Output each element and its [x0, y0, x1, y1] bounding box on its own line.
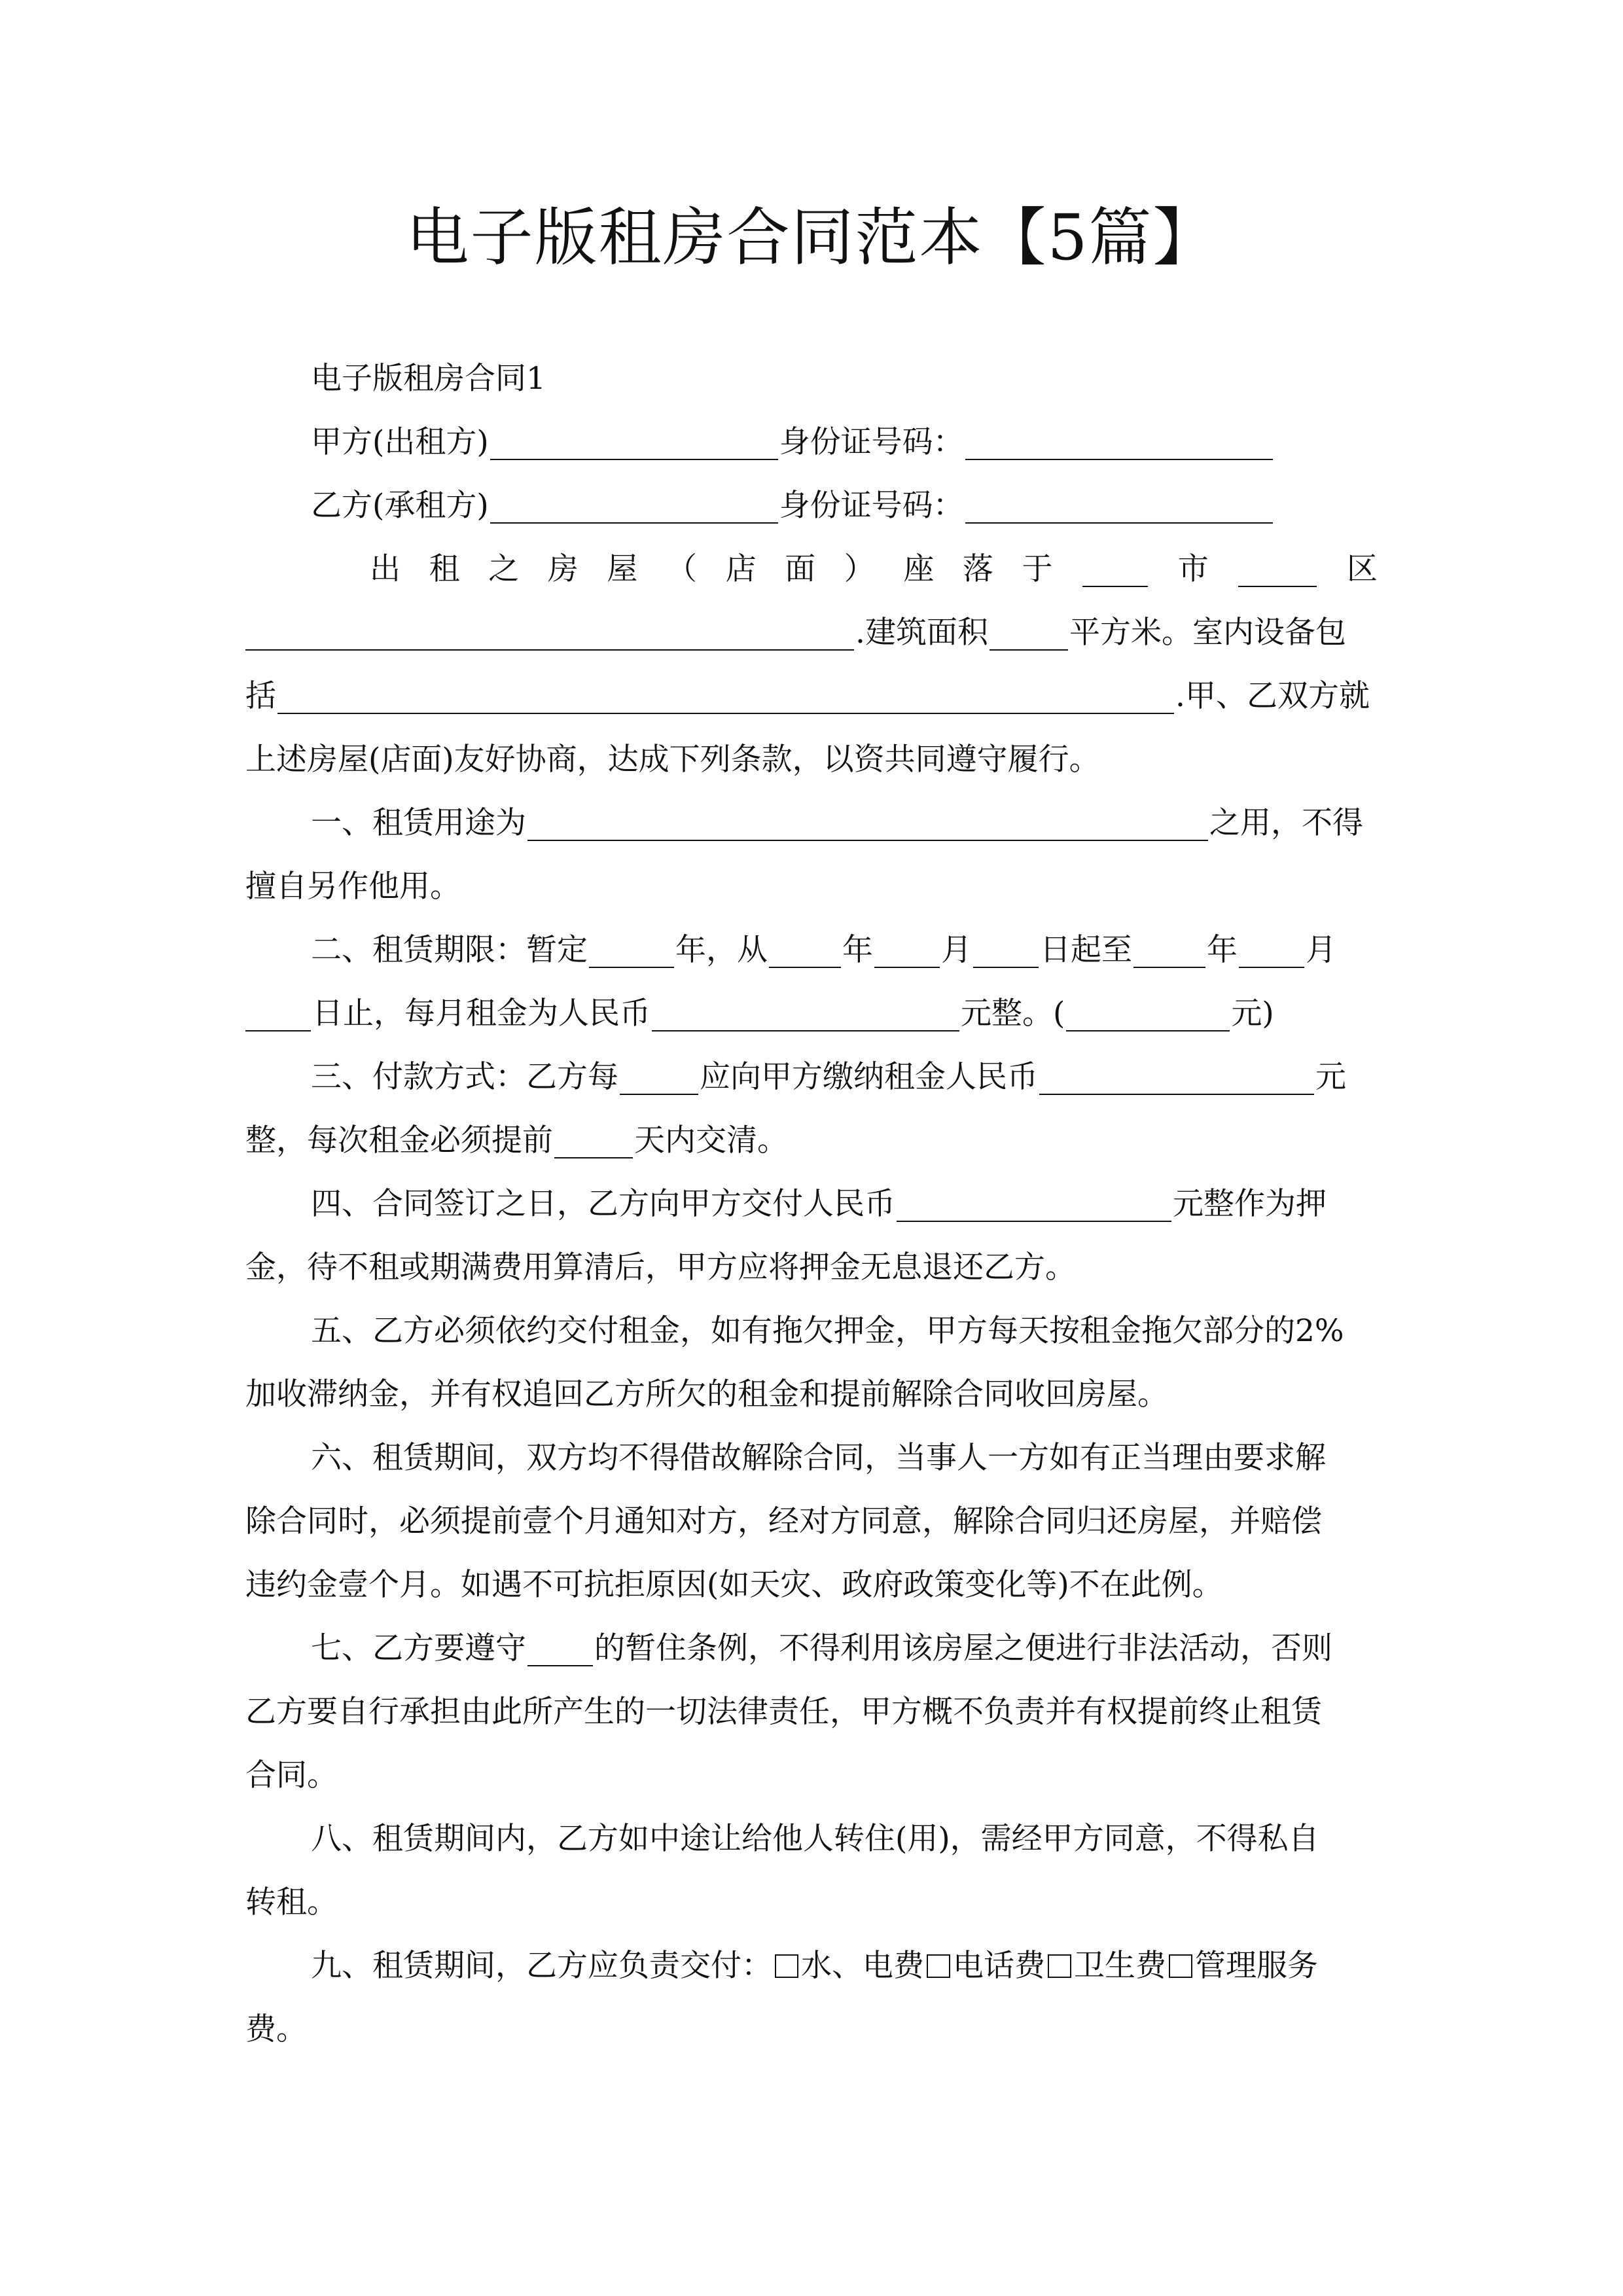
- area-label: .建筑面积: [855, 615, 988, 651]
- clause-5-line-2: [245, 1363, 1378, 1426]
- clause-1-cont: 擅自另作他用。: [245, 869, 461, 905]
- clause-6-line-3: [245, 1553, 1378, 1617]
- clause-6-cont: 除合同时，必须提前壹个月通知对方，经对方同意，解除合同归还房屋，并赔偿: [245, 1503, 1322, 1539]
- clause-5-cont: 加收滞纳金，并有权追回乙方所欠的租金和提前解除合同收回房屋。: [245, 1376, 1168, 1412]
- clause-3-yuan: 元: [1315, 1059, 1346, 1095]
- clause-1-line-1: [245, 791, 1378, 855]
- premises-char: （: [666, 551, 697, 587]
- district-blank[interactable]: [1238, 552, 1317, 587]
- equipment-blank[interactable]: [277, 679, 1174, 714]
- clause-3-tail: 天内交清。: [634, 1122, 788, 1158]
- residence-regulation-blank[interactable]: [527, 1631, 593, 1666]
- management-checkbox[interactable]: [1169, 1954, 1192, 1978]
- clause-1-line-2: [245, 855, 1378, 918]
- contract-body: [245, 347, 1378, 2061]
- premises-char: 于: [1022, 551, 1053, 587]
- equipment-label: 括: [245, 678, 276, 714]
- clause-6-line-1: [245, 1426, 1378, 1490]
- premises-char: 店: [725, 551, 757, 587]
- clause-2-month-2: 月: [1306, 932, 1336, 968]
- clause-8-text: 八、租赁期间内，乙方如中途让给他人转住(用)，需经甲方同意，不得私自: [311, 1821, 1319, 1857]
- clause-8-cont: 转租。: [245, 1884, 338, 1920]
- clause-4-line-2: [245, 1236, 1378, 1299]
- clause-2-yuan: 元整。(: [961, 996, 1065, 1031]
- district-label: 区: [1346, 551, 1378, 587]
- clause-4-tail: 元整作为押: [1173, 1186, 1327, 1222]
- end-day-blank[interactable]: [245, 996, 311, 1031]
- party-a-line: [245, 410, 1378, 474]
- clause-7-cont-2: 合同。: [245, 1757, 338, 1793]
- premises-line-2: [245, 601, 1378, 664]
- clause-2-text: 二、租赁期限：暂定: [311, 932, 588, 968]
- clause-6-line-2: [245, 1490, 1378, 1553]
- deposit-blank[interactable]: [897, 1187, 1171, 1222]
- party-a-id-label: 身份证号码：: [779, 424, 964, 460]
- area-unit-label: 平方米。室内设备包: [1069, 615, 1346, 651]
- party-b-line: [245, 474, 1378, 537]
- party-a-label: 甲方(出租方): [311, 424, 489, 460]
- clause-2-month: 月: [941, 932, 972, 968]
- clause-3-cont: 整，每次租金必须提前: [245, 1122, 553, 1158]
- equipment-tail: .甲、乙双方就: [1175, 678, 1370, 714]
- purpose-blank[interactable]: [527, 806, 1208, 841]
- contract-heading: [245, 347, 1378, 410]
- clause-5-text: 五、乙方必须依约交付租金，如有拖欠押金，甲方每天按租金拖欠部分的2%: [311, 1313, 1344, 1349]
- clause-9-line-2: [245, 1998, 1378, 2061]
- monthly-rent-blank[interactable]: [652, 996, 959, 1031]
- clause-7-line-2: [245, 1680, 1378, 1744]
- clause-6-text: 六、租赁期间，双方均不得借故解除合同，当事人一方如有正当理由要求解: [311, 1440, 1326, 1476]
- page-title: 电子版租房合同范本【5篇】: [406, 201, 1217, 274]
- clause-2-line-2: [245, 982, 1378, 1045]
- start-year-blank[interactable]: [769, 933, 841, 968]
- clause-4-cont: 金，待不租或期满费用算清后，甲方应将押金无息退还乙方。: [245, 1249, 1076, 1285]
- clause-7-text: 七、乙方要遵守: [311, 1630, 526, 1666]
- premises-char: 座: [903, 551, 935, 587]
- phone-label: 电话费: [953, 1948, 1045, 1984]
- clause-9-cont: 费。: [245, 2011, 307, 2047]
- water-electric-checkbox[interactable]: [775, 1954, 798, 1978]
- clause-2-rent-text: 日止，每月租金为人民币: [312, 996, 651, 1031]
- payment-amount-blank[interactable]: [1039, 1060, 1314, 1095]
- clause-8-line-1: [245, 1807, 1378, 1871]
- area-blank[interactable]: [990, 615, 1068, 651]
- clause-2-year-2: 年: [1207, 932, 1238, 968]
- city-label: 市: [1177, 551, 1209, 587]
- premises-char: 租: [429, 551, 460, 587]
- clause-2-year: 年: [842, 932, 873, 968]
- party-b-id-blank[interactable]: [965, 488, 1273, 524]
- clause-2-line-1: [245, 918, 1378, 982]
- party-a-id-blank[interactable]: [965, 425, 1273, 460]
- payment-days-blank[interactable]: [554, 1123, 633, 1158]
- city-blank[interactable]: [1082, 552, 1148, 587]
- water-electric-label: 水、电费: [801, 1948, 924, 1984]
- clause-8-line-2: [245, 1871, 1378, 1934]
- clause-4-text: 四、合同签订之日，乙方向甲方交付人民币: [311, 1186, 895, 1222]
- clause-2-day-to: 日起至: [1040, 932, 1132, 968]
- premises-char: 面: [785, 551, 816, 587]
- clause-3-mid: 应向甲方缴纳租金人民币: [700, 1059, 1038, 1095]
- end-year-blank[interactable]: [1133, 933, 1205, 968]
- phone-checkbox[interactable]: [927, 1954, 950, 1978]
- clause-9-text: 九、租赁期间，乙方应负责交付：: [311, 1948, 772, 1984]
- party-a-name-blank[interactable]: [490, 425, 778, 460]
- end-month-blank[interactable]: [1239, 933, 1304, 968]
- clause-7-line-3: [245, 1744, 1378, 1807]
- premises-agreement-text: 上述房屋(店面)友好协商，达成下列条款，以资共同遵守履行。: [245, 742, 1100, 778]
- party-b-label: 乙方(承租方): [311, 488, 489, 524]
- clause-2-end: 元): [1231, 996, 1274, 1031]
- premises-char: ）: [844, 551, 875, 587]
- premises-line-1: [245, 537, 1378, 601]
- management-label: 管理服务: [1195, 1948, 1318, 1984]
- start-day-blank[interactable]: [973, 933, 1039, 968]
- party-b-name-blank[interactable]: [490, 488, 778, 524]
- clause-1-text: 一、租赁用途为: [311, 805, 526, 841]
- premises-char: 屋: [607, 551, 638, 587]
- clause-3-line-2: [245, 1109, 1378, 1172]
- sanitation-label: 卫生费: [1074, 1948, 1166, 1984]
- premises-char: 落: [962, 551, 993, 587]
- clause-7-tail: 的暂住条例，不得利用该房屋之便进行非法活动，否则: [594, 1630, 1332, 1666]
- clause-3-line-1: [245, 1045, 1378, 1109]
- clause-9-line-1: [245, 1934, 1378, 1998]
- clause-4-line-1: [245, 1172, 1378, 1236]
- premises-line-4: [245, 728, 1378, 791]
- clause-7-line-1: [245, 1617, 1378, 1680]
- premises-char: 之: [488, 551, 520, 587]
- term-years-blank[interactable]: [589, 933, 674, 968]
- clause-5-line-1: [245, 1299, 1378, 1363]
- monthly-rent-figure-blank[interactable]: [1066, 996, 1230, 1031]
- sanitation-checkbox[interactable]: [1048, 1954, 1071, 1978]
- clause-1-tail: 之用，不得: [1209, 805, 1363, 841]
- premises-char: 房: [547, 551, 579, 587]
- contract-heading-text: 电子版租房合同1: [311, 361, 546, 397]
- address-blank[interactable]: [245, 615, 854, 651]
- party-b-id-label: 身份证号码：: [779, 488, 964, 524]
- premises-line-3: [245, 664, 1378, 728]
- clause-7-cont: 乙方要自行承担由此所产生的一切法律责任，甲方概不负责并有权提前终止租赁: [245, 1694, 1322, 1730]
- premises-char: 出: [370, 551, 401, 587]
- clause-3-text: 三、付款方式：乙方每: [311, 1059, 618, 1095]
- clause-6-cont-2: 违约金壹个月。如遇不可抗拒原因(如天灾、政府政策变化等)不在此例。: [245, 1567, 1223, 1603]
- payment-period-blank[interactable]: [620, 1060, 698, 1095]
- clause-2-year-from: 年，从: [675, 932, 768, 968]
- start-month-blank[interactable]: [874, 933, 940, 968]
